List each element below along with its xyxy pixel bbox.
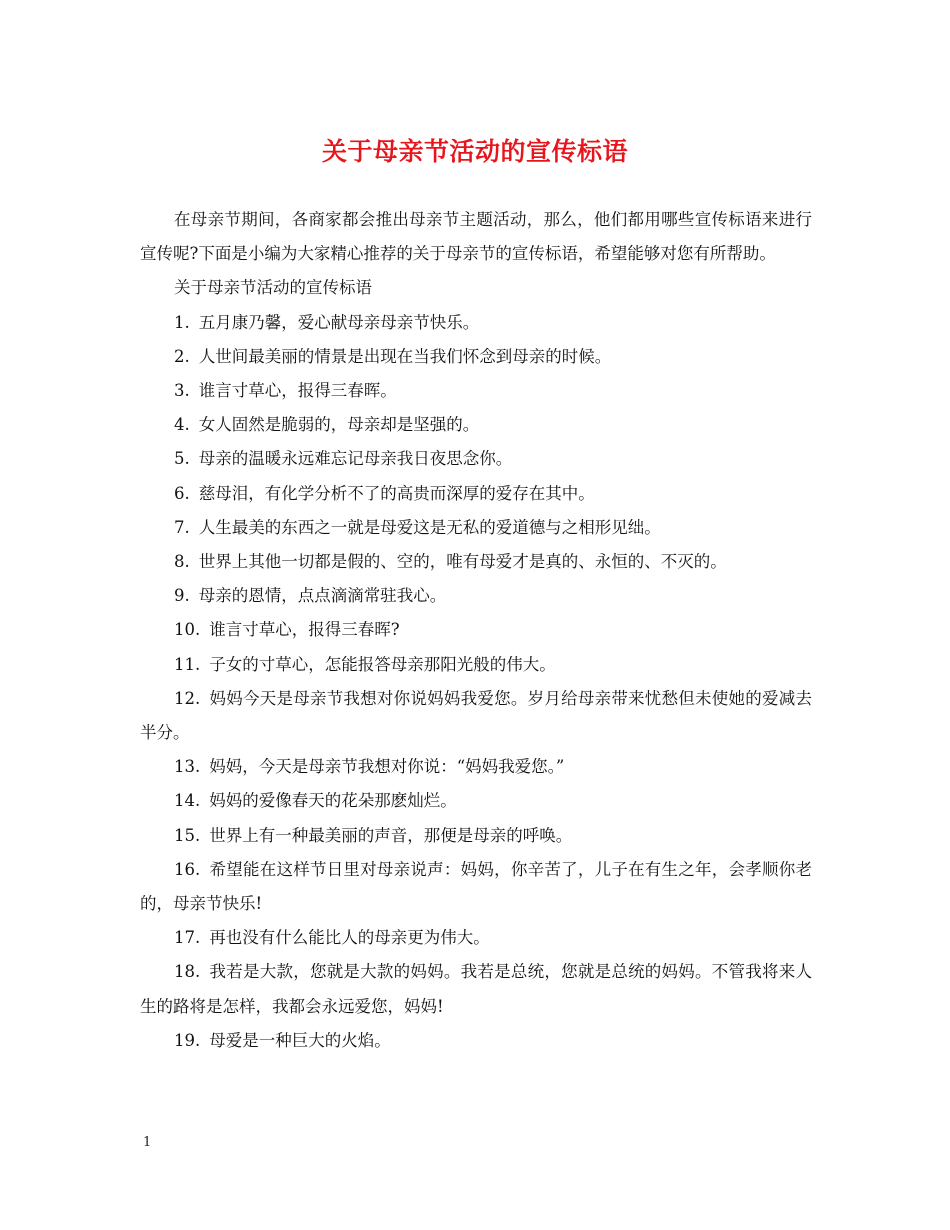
slogan-number: 15.	[174, 825, 201, 845]
slogan-number: 8.	[174, 552, 190, 572]
document-body	[140, 203, 812, 1058]
slogan-text: 妈妈，今天是母亲节我想对你说：“妈妈我爱您。”	[209, 757, 565, 777]
slogan-text: 母爱是一种巨大的火焰。	[209, 1030, 391, 1050]
slogan-item	[140, 545, 812, 579]
slogan-text: 妈妈的爱像春天的花朵那麽灿烂。	[209, 791, 457, 811]
slogan-text: 五月康乃馨，爱心献母亲母亲节快乐。	[198, 312, 480, 332]
intro-paragraph: 在母亲节期间，各商家都会推出母亲节主题活动，那么，他们都用哪些宣传标语来进行宣传呢?下面是小编为大家精心推荐的关于母亲节的宣传标语，希望能够对您有所帮助。	[140, 210, 812, 264]
slogan-number: 3.	[174, 381, 190, 401]
slogan-item	[140, 340, 812, 374]
slogan-item	[140, 477, 812, 511]
slogan-item	[140, 819, 812, 853]
slogan-text: 女人固然是脆弱的，母亲却是坚强的。	[198, 415, 480, 435]
slogan-number: 14.	[174, 791, 201, 811]
slogan-item	[140, 750, 812, 784]
slogan-number: 11.	[174, 654, 201, 674]
slogan-text: 我若是大款，您就是大款的妈妈。我若是总统，您就是总统的妈妈。不管我将来人生的路将是怎样，我都会永远爱您，妈妈!	[140, 962, 812, 1016]
slogan-number: 12.	[174, 688, 201, 708]
slogan-number: 16.	[174, 859, 201, 879]
slogan-number: 13.	[174, 757, 201, 777]
slogan-text: 母亲的恩情，点点滴滴常驻我心。	[198, 586, 447, 606]
slogan-item	[140, 853, 812, 921]
slogan-item	[140, 682, 812, 750]
slogan-item	[140, 374, 812, 408]
slogan-text: 谁言寸草心，报得三春晖?	[209, 620, 400, 640]
slogan-text: 世界上有一种最美丽的声音，那便是母亲的呼唤。	[209, 825, 573, 845]
slogan-text: 世界上其他一切都是假的、空的，唯有母爱才是真的、永恒的、不灭的。	[198, 552, 727, 572]
page-number: 1	[143, 1135, 152, 1150]
slogan-item	[140, 579, 812, 613]
slogan-text: 慈母泪，有化学分析不了的高贵而深厚的爱存在其中。	[198, 483, 595, 503]
slogan-number: 6.	[174, 483, 190, 503]
slogan-text: 妈妈今天是母亲节我想对你说妈妈我爱您。岁月给母亲带来忧愁但未使她的爱减去半分。	[140, 688, 812, 743]
slogan-item	[140, 442, 812, 476]
slogan-number: 18.	[174, 962, 201, 982]
slogan-text: 谁言寸草心，报得三春晖。	[198, 381, 397, 401]
slogan-item	[140, 784, 812, 818]
slogan-text: 人生最美的东西之一就是母爱这是无私的爱道德与之相形见绌。	[198, 517, 661, 537]
slogan-text: 人世间最美丽的情景是出现在当我们怀念到母亲的时候。	[198, 346, 612, 366]
slogan-item	[140, 511, 812, 545]
slogan-number: 19.	[174, 1030, 201, 1050]
slogan-number: 17.	[174, 928, 201, 948]
slogan-list	[140, 306, 812, 1058]
slogan-number: 7.	[174, 517, 190, 537]
section-subtitle: 关于母亲节活动的宣传标语	[174, 278, 372, 298]
slogan-number: 10.	[174, 620, 201, 640]
slogan-item	[140, 955, 812, 1023]
slogan-item	[140, 408, 812, 442]
slogan-text: 再也没有什么能比人的母亲更为伟大。	[209, 928, 490, 948]
slogan-number: 4.	[174, 415, 190, 435]
slogan-number: 1.	[174, 312, 190, 332]
slogan-text: 子女的寸草心，怎能报答母亲那阳光般的伟大。	[209, 654, 556, 674]
slogan-number: 9.	[174, 586, 190, 606]
slogan-number: 5.	[174, 449, 190, 469]
slogan-number: 2.	[174, 346, 190, 366]
slogan-item	[140, 648, 812, 682]
document-title: 关于母亲节活动的宣传标语	[321, 137, 628, 166]
slogan-item	[140, 306, 812, 340]
slogan-item	[140, 613, 812, 647]
slogan-item	[140, 1024, 812, 1058]
slogan-text: 希望能在这样节日里对母亲说声：妈妈，你辛苦了，儿子在有生之年，会孝顺你老的，母亲节快乐!	[140, 859, 812, 914]
slogan-item	[140, 921, 812, 955]
slogan-text: 母亲的温暖永远难忘记母亲我日夜思念你。	[198, 449, 513, 469]
